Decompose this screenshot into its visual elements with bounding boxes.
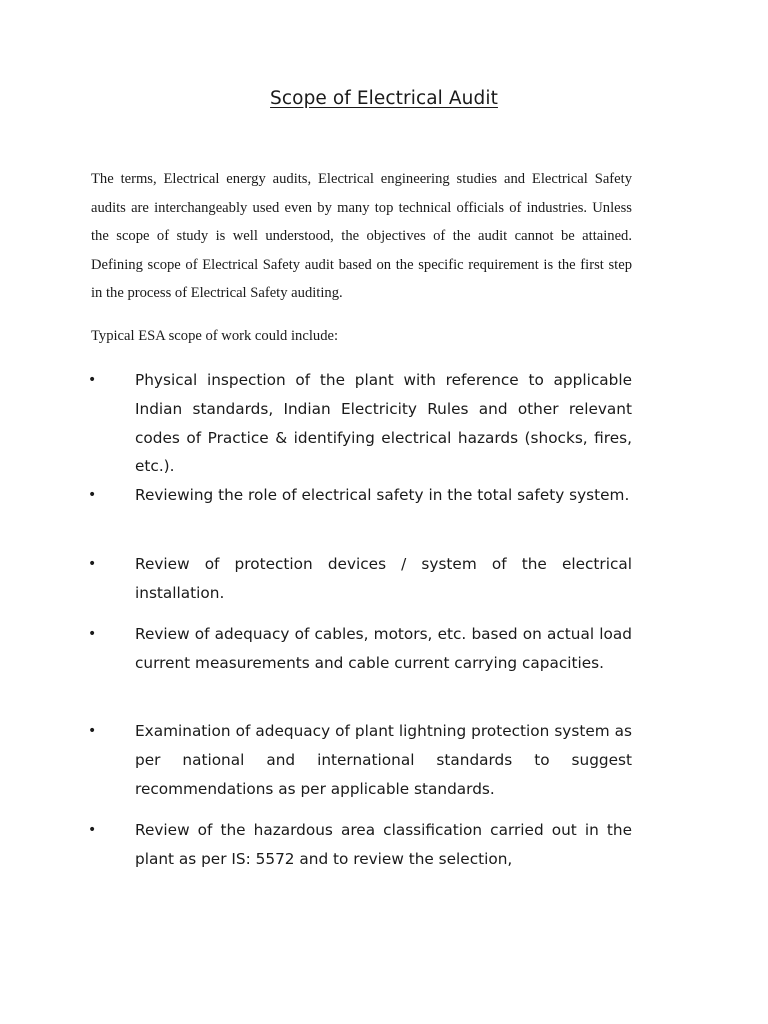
bullet-marker: • [88, 556, 97, 572]
bullet-marker: • [88, 822, 97, 838]
scope-lead-in: Typical ESA scope of work could include: [91, 328, 339, 344]
bullet-marker: • [88, 723, 97, 739]
bullet-text: Reviewing the role of electrical safety in the total safety system. [135, 486, 630, 504]
bullet-text: Examination of adequacy of plant lightning protection system as per national and international standards to suggest recommendations as per applicable standards. [135, 722, 632, 798]
bullet-marker: • [88, 626, 97, 642]
intro-paragraph: The terms, Electrical energy audits, Electrical engineering studies and Electrical Safety audits are interchangeably used even by many top technical officials of industries. Unless the scope of study is well understood, the objectives of the audit cannot be attained. Defining scope of Electrical Safety audit based on the specific requirement is the first step in the process of Electrical Safety auditing. [91, 171, 632, 301]
bullet-text: Review of adequacy of cables, motors, etc. based on actual load current measurements and cable current carrying capacities. [135, 625, 632, 672]
bullet-marker: • [88, 487, 97, 503]
bullet-text: Review of protection devices / system of the electrical installation. [135, 555, 632, 602]
bullet-text: Review of the hazardous area classification carried out in the plant as per IS: 5572 and to review the selection, [135, 821, 632, 868]
bullet-marker: • [88, 372, 97, 388]
document-title: Scope of Electrical Audit [270, 88, 498, 109]
bullet-text: Physical inspection of the plant with reference to applicable Indian standards, Indian Electricity Rules and other relevant codes of Practice & identifying electrical hazards (shocks, fires, etc.). [135, 371, 632, 476]
